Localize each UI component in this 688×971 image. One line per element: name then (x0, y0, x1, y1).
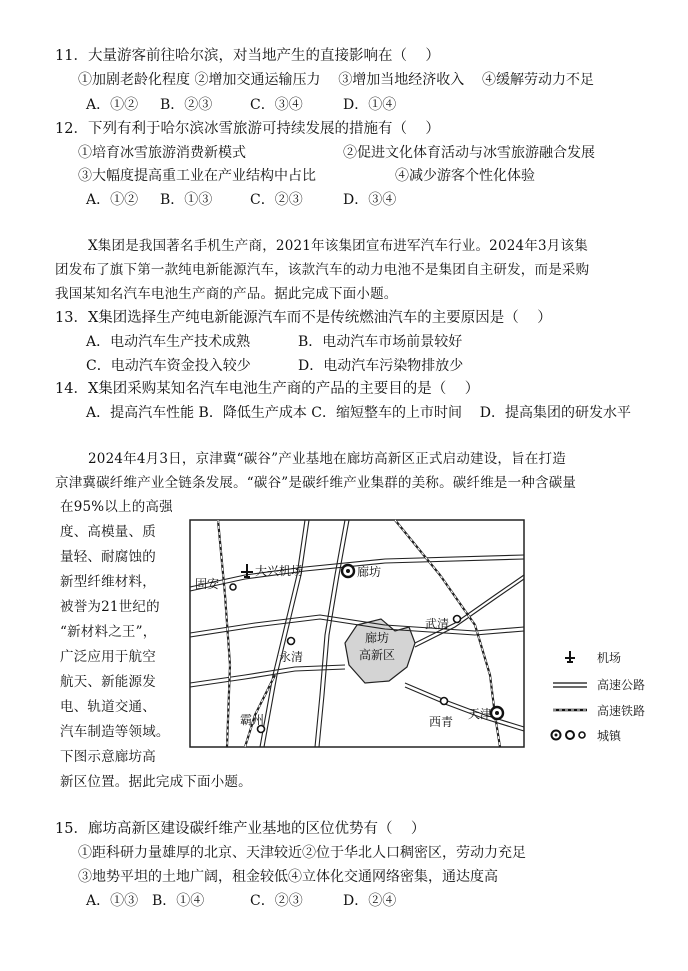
q11-choice-a: A．①② (86, 97, 139, 113)
passage2-wrap-3: 量轻、耐腐蚀的 (60, 549, 156, 565)
passage2-wrap-12: 新区位置。据此完成下面小题。 (60, 774, 252, 790)
passage1-line-3: 我国某知名汽车电池生产商的产品。据此完成下面小题。 (55, 286, 398, 302)
q15-choice-a: A．①③ (86, 893, 139, 909)
label-zone-line2: 高新区 (359, 648, 396, 662)
wuqing-town-marker (454, 616, 461, 623)
passage1-line-2: 团发布了旗下第一款纯电新能源汽车，该款汽车的动力电池不是集团自主研发，而是采购 (55, 262, 590, 278)
map-legend (552, 650, 646, 743)
legend-airport-icon (565, 651, 575, 663)
q15-choice-c: C．②③ (250, 893, 303, 909)
label-guan: 固安 (195, 577, 220, 591)
q11-choice-b: B．②③ (160, 97, 213, 113)
passage2-wrap-7: 广泛应用于航空 (60, 649, 156, 665)
q12-option-4: ④减少游客个性化体验 (395, 168, 535, 184)
q15-option-line-1: ①距科研力量雄厚的北京、天津较近②位于华北人口稠密区，劳动力充足 (78, 845, 526, 861)
passage2-wrap-9: 电、轨道交通、 (60, 699, 156, 715)
q12-option-2: ②促进文化体育活动与冰雪旅游融合发展 (343, 145, 595, 161)
q11-stem: 11．大量游客前往哈尔滨，对当地产生的直接影响在（ ） (55, 48, 440, 64)
q14-options: A．提高汽车性能 B．降低生产成本 C．缩短整车的上市时间 D．提高集团的研发水平 (86, 405, 632, 421)
q12-choice-c: C．②③ (250, 192, 303, 208)
label-xiqing: 西青 (429, 715, 454, 729)
passage2-wrap-8: 航天、新能源发 (60, 674, 156, 690)
passage2-wrap-1: 在95%以上的高强 (60, 499, 173, 515)
q11-choice-c: C．③④ (250, 97, 303, 113)
label-tianjin: 天津 (468, 707, 493, 721)
q15-stem: 15．廊坊高新区建设碳纤维产业基地的区位优势有（ ） (55, 821, 426, 837)
legend-railway-label: 高速铁路 (597, 704, 646, 718)
legend-highway-label: 高速公路 (597, 678, 646, 692)
passage1-line-1: X集团是我国著名手机生产商，2021年该集团宣布进军汽车行业。2024年3月该集 (88, 238, 588, 254)
q11-choice-d: D．①④ (343, 97, 397, 113)
label-airport: 大兴机场 (255, 564, 304, 578)
q13-choice-a: A．电动汽车生产技术成熟 (86, 334, 251, 350)
passage2-wrap-10: 汽车制造等领域。 (60, 724, 170, 740)
q11-options: ①加剧老龄化程度 ②增加交通运输压力 ③增加当地经济收入 ④缓解劳动力不足 (78, 72, 595, 88)
q12-choice-a: A．①② (86, 192, 139, 208)
passage2-wrap-2: 度、高模量、质 (60, 524, 156, 540)
guan-town-marker (230, 584, 236, 590)
passage2-wrap-6: “新材料之王”， (60, 624, 157, 640)
label-wuqing: 武清 (425, 617, 450, 631)
q15-choice-d: D．②④ (343, 893, 397, 909)
q13-stem: 13．X集团选择生产纯电新能源汽车而不是传统燃油汽车的主要原因是（ ） (55, 310, 552, 326)
passage2-line-2: 京津冀碳纤维产业全链条发展。“碳谷”是碳纤维产业集群的美称。碳纤维是一种含碳量 (55, 475, 577, 491)
yongqing-town-marker (288, 638, 295, 645)
passage2-line-1: 2024年4月3日，京津冀“碳谷”产业基地在廊坊高新区正式启动建设，旨在打造 (88, 451, 566, 467)
q12-choice-d: D．③④ (343, 192, 397, 208)
q13-choice-b: B．电动汽车市场前景较好 (298, 334, 463, 350)
label-zone-line1: 廊坊 (365, 631, 390, 645)
q13-choice-c: C．电动汽车资金投入较少 (86, 358, 251, 374)
xiqing-town-marker (441, 698, 448, 705)
legend-town-label: 城镇 (597, 729, 622, 743)
q13-choice-d: D．电动汽车污染物排放少 (298, 358, 464, 374)
q12-choice-b: B．①③ (160, 192, 213, 208)
q15-option-line-2: ③地势平坦的土地广阔，租金较低④立体化交通网络密集，通达度高 (78, 869, 498, 885)
q14-stem: 14．X集团采购某知名汽车电池生产商的产品的主要目的是（ ） (55, 381, 480, 397)
q15-choice-b: B．①④ (152, 893, 205, 909)
q12-option-1: ①培育冰雪旅游消费新模式 (78, 145, 246, 161)
label-langfang: 廊坊 (357, 565, 382, 579)
label-yongqing: 永清 (279, 650, 304, 664)
passage2-wrap-4: 新型纤维材料， (60, 574, 156, 590)
langfang-location-map (185, 515, 665, 755)
legend-airport-label: 机场 (597, 651, 622, 665)
label-bazhou: 霸州 (240, 713, 265, 727)
q12-stem: 12．下列有利于哈尔滨冰雪旅游可持续发展的措施有（ ） (55, 121, 440, 137)
passage2-wrap-11: 下图示意廊坊高 (60, 749, 156, 765)
passage2-wrap-5: 被誉为21世纪的 (60, 599, 160, 615)
q12-option-3: ③大幅度提高重工业在产业结构中占比 (78, 168, 316, 184)
